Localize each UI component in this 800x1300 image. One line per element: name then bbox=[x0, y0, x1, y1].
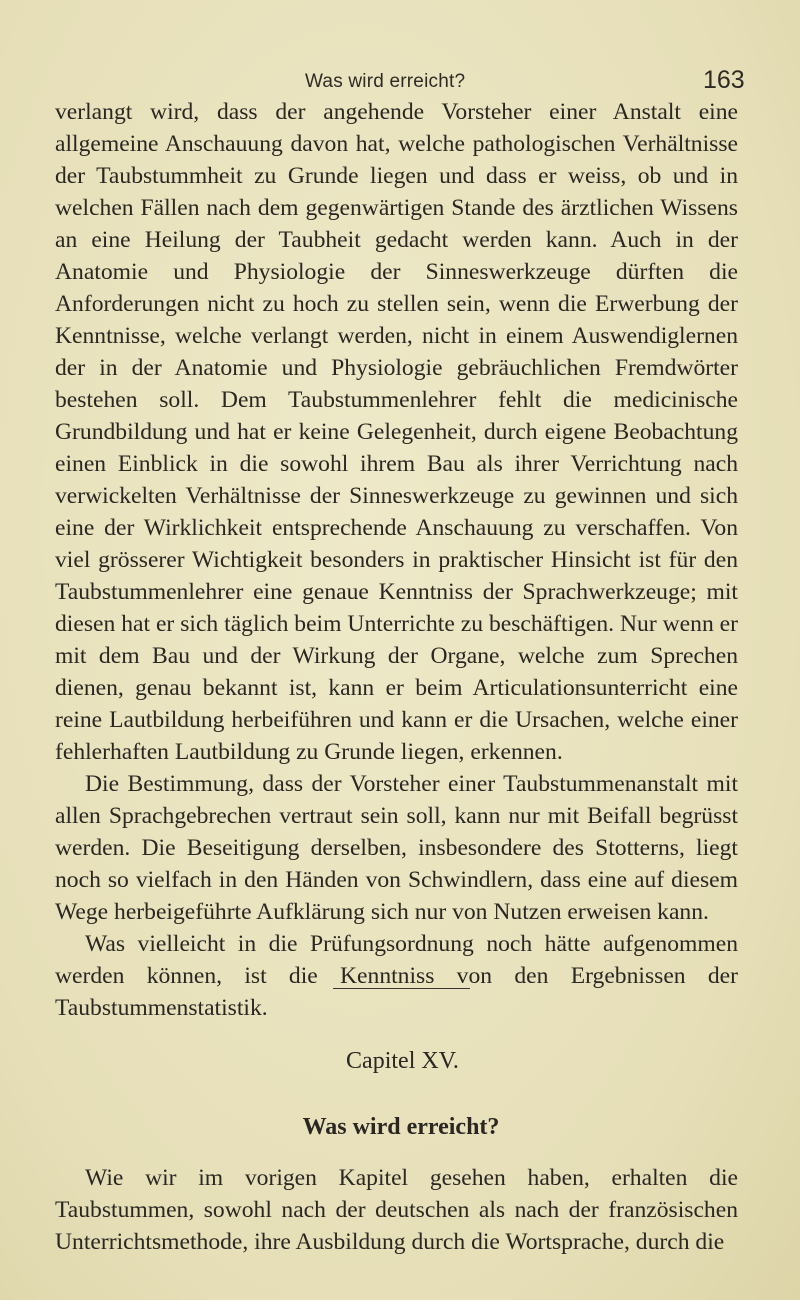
paragraph-2: Die Bestimmung, dass der Vorsteher einer Taubstummenanstalt mit allen Sprachgebrechen vertraut sein soll, kann nur mit Beifall begrüsst werden. Die Beseitigung derselben, insbesondere des Stotterns, liegt noch so vielfach in den Händen von Schwindlern, dass eine auf diesem Wege herbeigeführte Aufklärung sich nur von Nutzen erweisen kann. bbox=[55, 771, 738, 925]
chapter-title: Was wird erreicht? bbox=[302, 1114, 500, 1140]
paragraph-1: verlangt wird, dass der angehende Vorsteher einer Anstalt eine allgemeine Anschauung davon hat, welche pathologischen Verhältnisse der Taubstummheit zu Grunde liegen und dass er weiss, ob und in welchen Fällen nach dem gegenwärtigen Stande des ärztlichen Wissens an eine Heilung der Taubheit gedacht werden kann. Auch in der Anatomie und Physiologie der Sinneswerkzeuge dürften die Anforderungen nicht zu hoch zu stellen sein, wenn die Erwerbung der Kenntnisse, welche verlangt werden, nicht in einem Auswendiglernen der in der Anatomie und Physiologie gebräuchlichen Fremdwörter bestehen soll. Dem Taubstummenlehrer fehlt die medicinische Grundbildung und hat er keine Gelegenheit, durch eigene Beobachtung einen Einblick in die sowohl ihrem Bau als ihrer Verrichtung nach verwickelten Verhältnisse der Sinneswerkzeuge zu gewinnen und sich eine der Wirklichkeit entsprechende Anschauung zu verschaffen. Von viel grösserer Wichtigkeit besonders in praktischer Hinsicht ist für den Taubstummenlehrer eine genaue Kenntniss der Sprachwerkzeuge; mit diesen hat er sich täglich beim Unterrichte zu beschäftigen. Nur wenn er mit dem Bau und der Wirkung der Organe, welche zum Sprechen dienen, genau bekannt ist, kann er beim Articulationsunterricht eine reine Lautbildung herbeiführen und kann er die Ursachen, welche einer fehlerhaften Lautbildung zu Grunde liegen, erkennen. bbox=[55, 99, 738, 765]
main-text bbox=[55, 96, 738, 1024]
page-number: 163 bbox=[703, 66, 745, 94]
chapter-label: Capitel XV. bbox=[346, 1048, 459, 1074]
paragraph-3: Was vielleicht in die Prüfungsordnung noch hätte aufgenommen werden können, ist die Kenntniss von den Ergebnissen der Taubstummenstatistik. bbox=[55, 931, 738, 1021]
chapter-text bbox=[55, 1162, 738, 1258]
running-head: Was wird erreicht? bbox=[305, 71, 466, 92]
section-divider bbox=[333, 988, 470, 989]
chapter-opening-paragraph: Wie wir im vorigen Kapitel gesehen haben, erhalten die Taubstummen, sowohl nach der deutschen als nach der französischen Unterrichtsmethode, ihre Ausbildung durch die Wortsprache, durch die bbox=[55, 1165, 738, 1255]
